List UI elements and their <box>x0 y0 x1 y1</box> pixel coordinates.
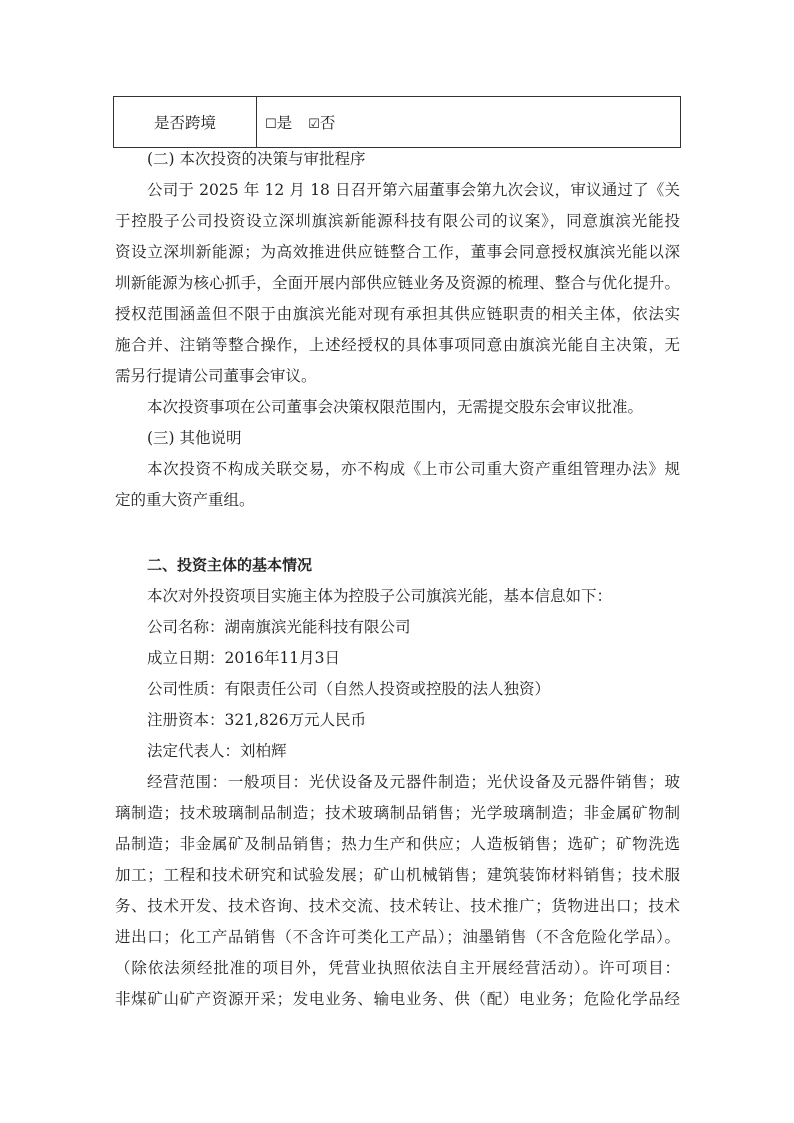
para2: 本次投资事项在公司董事会决策权限范围内，无需提交股东会审议批准。 <box>147 398 644 416</box>
established-date: 成立日期：2016年11月3日 <box>147 649 341 667</box>
section-heading-2: (二) 本次投资的决策与审批程序 <box>147 150 366 168</box>
cross-border-options <box>257 97 680 147</box>
scope-line: 璃制造；技术玻璃制品制造；技术玻璃制品销售；光学玻璃制造；非金属矿物制 <box>115 804 680 822</box>
para1-line: 授权范围涵盖但不限于由旗滨光能对现有承担其供应链职责的相关主体，依法实 <box>115 305 680 323</box>
cross-border-label: 是否跨境 <box>114 97 257 147</box>
scope-line: 经营范围：一般项目：光伏设备及元器件制造；光伏设备及元器件销售；玻 <box>147 773 680 791</box>
para1-line: 于控股子公司投资设立深圳旗滨新能源科技有限公司的议案》，同意旗滨光能投 <box>115 212 680 230</box>
para1-line: 公司于 2025 年 12 月 18 日召开第六届董事会第九次会议，审议通过了《关 <box>147 181 680 199</box>
intro-text: 本次对外投资项目实施主体为控股子公司旗滨光能，基本信息如下： <box>147 587 613 605</box>
legal-representative: 法定代表人：刘柏辉 <box>147 742 287 760</box>
company-name: 公司名称：湖南旗滨光能科技有限公司 <box>147 618 411 636</box>
para1-line: 资设立深圳新能源；为高效推进供应链整合工作，董事会同意授权旗滨光能以深 <box>115 243 680 261</box>
chapter-heading: 二、投资主体的基本情况 <box>147 556 313 574</box>
option-yes <box>265 111 292 133</box>
cross-border-table <box>113 96 681 148</box>
para1-line: 圳新能源为核心抓手，全面开展内部供应链业务及资源的梳理、整合与优化提升。 <box>115 274 680 292</box>
para3-line: 定的重大资产重组。 <box>115 491 255 509</box>
scope-line: 非煤矿山矿产资源开采；发电业务、输电业务、供（配）电业务；危险化学品经 <box>115 990 680 1008</box>
company-type: 公司性质：有限责任公司（自然人投资或控股的法人独资） <box>147 680 551 698</box>
section-heading-3: (三) 其他说明 <box>147 429 242 447</box>
scope-line: 务、技术开发、技术咨询、技术交流、技术转让、技术推广；货物进出口；技术 <box>115 897 680 915</box>
scope-line: 品制造；非金属矿及制品销售；热力生产和供应；人造板销售；选矿；矿物洗选 <box>115 835 680 853</box>
option-yes-label: 是 <box>276 114 293 132</box>
option-no-label: 否 <box>319 114 336 132</box>
scope-line: 进出口；化工产品销售（不含许可类化工产品）；油墨销售（不含危险化学品）。 <box>115 928 680 946</box>
scope-line: （除依法须经批准的项目外，凭营业执照依法自主开展经营活动）。许可项目： <box>115 959 680 977</box>
checked-box-icon: ☑ <box>308 117 320 132</box>
option-no <box>308 111 335 133</box>
registered-capital: 注册资本：321,826万元人民币 <box>147 711 367 729</box>
para1-line: 施合并、注销等整合操作，上述经授权的具体事项同意由旗滨光能自主决策，无 <box>115 336 680 354</box>
para3-line: 本次投资不构成关联交易，亦不构成《上市公司重大资产重组管理办法》规 <box>147 460 680 478</box>
scope-line: 加工；工程和技术研究和试验发展；矿山机械销售；建筑装饰材料销售；技术服 <box>115 866 680 884</box>
unchecked-box-icon: ☐ <box>265 117 277 132</box>
para1-line: 需另行提请公司董事会审议。 <box>115 367 317 385</box>
